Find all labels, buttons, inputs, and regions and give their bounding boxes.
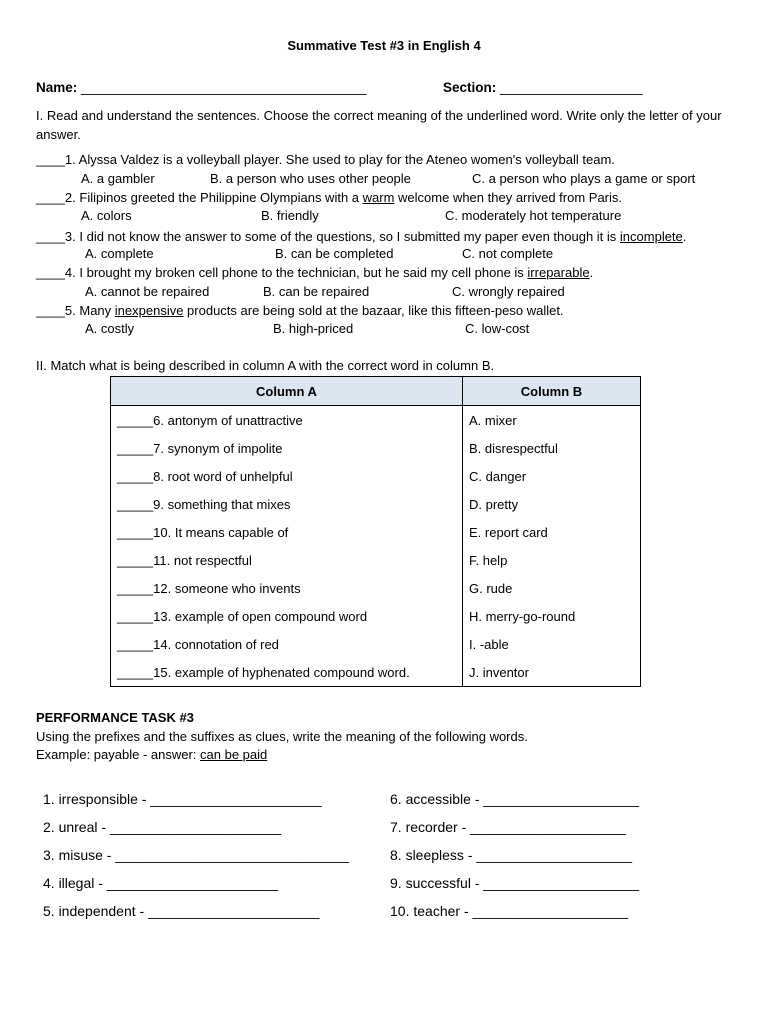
column-a-cell: _____12. someone who invents: [111, 574, 463, 602]
question-text-end: .: [589, 265, 594, 280]
column-b-cell: I. -able: [463, 630, 641, 658]
question-text-end: .: [682, 229, 687, 244]
column-b-cell: F. help: [463, 546, 641, 574]
part2-instructions: II. Match what is being described in column A with the correct word in column B.: [36, 358, 495, 373]
question-text-end: products are being sold at the bazaar, like this fifteen-peso wallet.: [183, 303, 564, 318]
performance-task-title: PERFORMANCE TASK #3: [36, 710, 194, 725]
table-row: [111, 434, 641, 462]
table-row: [111, 574, 641, 602]
column-a-cell: _____6. antonym of unattractive: [111, 406, 463, 435]
name-section-row: [36, 80, 736, 95]
question-text: ____4. I brought my broken cell phone to the technician, but he said my cell phone is: [36, 265, 528, 280]
q5-option-a: A. costly: [85, 321, 135, 336]
performance-instruction-text: Using the prefixes and the suffixes as clues, write the meaning of the following words.: [36, 729, 528, 744]
question-4: [36, 264, 746, 282]
column-a-header: Column A: [111, 377, 463, 406]
q3-option-b: B. can be completed: [275, 246, 394, 261]
task-item-6[interactable]: 6. accessible - ____________________: [390, 791, 640, 807]
column-b-cell: E. report card: [463, 518, 641, 546]
table-row: [111, 630, 641, 658]
column-b-header: Column B: [463, 377, 641, 406]
part1-instructions: I. Read and understand the sentences. Choose the correct meaning of the underlined word. Write only the letter of your answer.: [36, 108, 722, 142]
page-title: Summative Test #3 in English 4: [287, 38, 481, 53]
task-item-10[interactable]: 10. teacher - ____________________: [390, 903, 629, 919]
matching-table: [110, 376, 641, 687]
q1-option-c: C. a person who plays a game or sport: [472, 171, 696, 186]
section-wrap: [443, 80, 643, 95]
task-item-4[interactable]: 4. illegal - ______________________: [43, 875, 279, 891]
task-item-7[interactable]: 7. recorder - ____________________: [390, 819, 626, 835]
question-text-end: welcome when they arrived from Paris.: [394, 190, 623, 205]
question-1: [36, 151, 746, 169]
task-item-2[interactable]: 2. unreal - ______________________: [43, 819, 282, 835]
column-a-cell: _____11. not respectful: [111, 546, 463, 574]
section-label: Section:: [443, 80, 497, 95]
task-item-3[interactable]: 3. misuse - ______________________________: [43, 847, 349, 863]
column-a-cell: _____14. connotation of red: [111, 630, 463, 658]
performance-task-instructions: [36, 728, 528, 764]
column-a-cell: _____13. example of open compound word: [111, 602, 463, 630]
q4-option-c: C. wrongly repaired: [452, 284, 565, 299]
q5-option-b: B. high-priced: [273, 321, 354, 336]
question-text: ____3. I did not know the answer to some of the questions, so I submitted my paper even though it is: [36, 229, 620, 244]
question-3: [36, 228, 746, 246]
column-b-cell: D. pretty: [463, 490, 641, 518]
table-row: [111, 546, 641, 574]
q2-option-c: C. moderately hot temperature: [445, 208, 622, 223]
underlined-word: irreparable: [527, 265, 590, 280]
table-row: [111, 602, 641, 630]
table-row: [111, 406, 641, 435]
column-b-cell: A. mixer: [463, 406, 641, 435]
q1-option-b: B. a person who uses other people: [210, 171, 411, 186]
column-a-cell: _____10. It means capable of: [111, 518, 463, 546]
question-text: ____5. Many: [36, 303, 115, 318]
question-5: [36, 302, 746, 320]
question-text: ____1. Alyssa Valdez is a volleyball player. She used to play for the Ateneo women's volleyball team.: [36, 152, 615, 167]
example-answer: can be paid: [200, 747, 268, 762]
q2-option-a: A. colors: [81, 208, 132, 223]
table-row: [111, 518, 641, 546]
task-item-5[interactable]: 5. independent - ______________________: [43, 903, 320, 919]
question-text: ____2. Filipinos greeted the Philippine Olympians with a: [36, 190, 363, 205]
underlined-word: warm: [362, 190, 395, 205]
column-a-cell: _____7. synonym of impolite: [111, 434, 463, 462]
name-label: Name:: [36, 80, 78, 95]
column-b-cell: G. rude: [463, 574, 641, 602]
example-label: Example: payable - answer:: [36, 747, 201, 762]
section-blank[interactable]: ___________________: [500, 80, 643, 95]
underlined-word: incomplete: [619, 229, 683, 244]
table-row: [111, 462, 641, 490]
q5-option-c: C. low-cost: [465, 321, 530, 336]
task-item-1[interactable]: 1. irresponsible - ______________________: [43, 791, 322, 807]
q4-option-b: B. can be repaired: [263, 284, 370, 299]
column-b-cell: B. disrespectful: [463, 434, 641, 462]
column-a-cell: _____15. example of hyphenated compound word.: [111, 658, 463, 687]
task-item-8[interactable]: 8. sleepless - ____________________: [390, 847, 633, 863]
table-row: [111, 490, 641, 518]
underlined-word: inexpensive: [114, 303, 184, 318]
table-header-row: [111, 377, 641, 406]
name-blank[interactable]: ______________________________________: [81, 80, 367, 95]
q2-option-b: B. friendly: [261, 208, 319, 223]
column-b-cell: C. danger: [463, 462, 641, 490]
table-row: [111, 658, 641, 687]
column-a-cell: _____8. root word of unhelpful: [111, 462, 463, 490]
q3-option-a: A. complete: [85, 246, 154, 261]
task-item-9[interactable]: 9. successful - ____________________: [390, 875, 640, 891]
question-2: [36, 189, 746, 207]
column-b-cell: H. merry-go-round: [463, 602, 641, 630]
column-a-cell: _____9. something that mixes: [111, 490, 463, 518]
q3-option-c: C. not complete: [462, 246, 554, 261]
column-b-cell: J. inventor: [463, 658, 641, 687]
q4-option-a: A. cannot be repaired: [85, 284, 210, 299]
q1-option-a: A. a gambler: [81, 171, 155, 186]
example-line: [36, 746, 528, 764]
